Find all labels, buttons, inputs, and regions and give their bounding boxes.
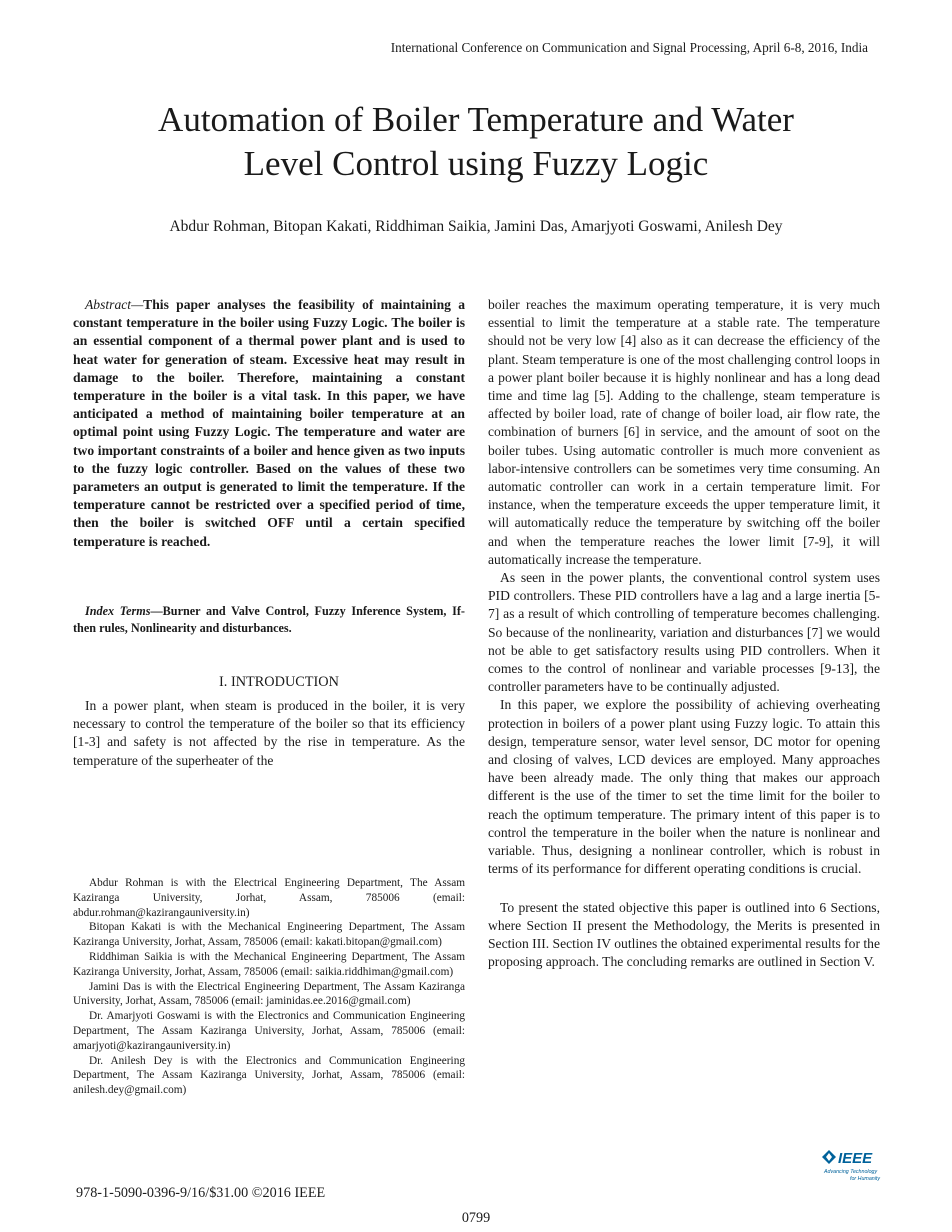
author-footnotes <box>73 876 465 1098</box>
author-list: Abdur Rohman, Bitopan Kakati, Riddhiman Saikia, Jamini Das, Amarjyoti Goswami, Anilesh Dey <box>169 218 783 235</box>
footnote: Dr. Anilesh Dey is with the Electronics and Communication Engineering Department, The Assam Kaziranga University, Jorhat, Assam, 785006 (email: anilesh.dey@gmail.com) <box>73 1054 465 1097</box>
footnote: Jamini Das is with the Electrical Engineering Department, The Assam Kaziranga University, Jorhat, Assam, 785006 (email: jaminidas.ee.2016@gmail.com) <box>73 980 465 1008</box>
title-line-2: Level Control using Fuzzy Logic <box>243 144 709 183</box>
abstract-dash: — <box>131 297 144 312</box>
footnote: Dr. Amarjyoti Goswami is with the Electronics and Communication Engineering Department, The Assam Kaziranga University, Jorhat, Assam, 785006 (email: amarjyoti@kazirangauniversity.in) <box>73 1010 465 1052</box>
page-number: 0799 <box>461 1210 491 1226</box>
footnote: Riddhiman Saikia is with the Mechanical Engineering Department, The Assam Kaziranga University, Jorhat, Assam, 785006 (email: saikia.riddhiman@gmail.com) <box>73 950 465 978</box>
body-paragraph: As seen in the power plants, the conventional control system uses PID controllers. These PID controllers have a lag and a large inertia [5-7] as a result of which controlling of temperature becomes challenging. So because of the nonlinearity, variation and disturbances [7] we would not be able to get satisfactory results using PID controllers. When it comes to the control of nonlinear and variable processes [9-13], the controller parameters have to be continually adjusted. <box>488 570 880 695</box>
body-paragraph: To present the stated objective this paper is outlined into 6 Sections, where Section II present the Methodology, the Merits is presented in Section III. Section IV outlines the obtained experimental results for the proposing approach. The concluding remarks are outlined in Section V. <box>488 899 880 970</box>
ieee-tagline-1: Advancing Technology <box>824 1169 878 1175</box>
footnote: Bitopan Kakati is with the Mechanical Engineering Department, The Assam Kaziranga University, Jorhat, Assam, 785006 (email: kakati.bitopan@gmail.com) <box>73 921 465 949</box>
index-terms <box>73 603 465 637</box>
isbn-copyright: 978-1-5090-0396-9/16/$31.00 ©2016 IEEE <box>76 1185 326 1201</box>
body-paragraph: In this paper, we explore the possibility of achieving overheating protection in boilers of a power plant using Fuzzy logic. To attain this design, temperature sensor, water level sensor, DC motor for opening and closing of valves, LCD devices are employed. Many approaches have been already made. The only thing that makes our approach different is the use of the timer to set the time limit for the boiler to reach the optimum temperature. The primary intent of this paper is to control the temperature in the boiler when the nature is nonlinear and variable. Thus, designing a nonlinear controller, which is robust in terms of its performance for different operating conditions is crucial. <box>488 697 880 877</box>
title-line-1: Automation of Boiler Temperature and Water <box>158 100 794 139</box>
paper-title <box>0 98 952 186</box>
ieee-logo <box>820 1148 890 1188</box>
ieee-tagline-2: for Humanity <box>850 1176 881 1182</box>
index-terms-text: Burner and Valve Control, Fuzzy Inference System, If-then rules, Nonlinearity and disturbances. <box>73 604 465 635</box>
introduction-paragraph: In a power plant, when steam is produced in the boiler, it is very necessary to control the temperature of the boiler so that its efficiency [1-3] and safety is not affected by the rise in temperature. As the temperature of the superheater of the <box>73 698 465 768</box>
footnote: Abdur Rohman is with the Electrical Engineering Department, The Assam Kaziranga University, Jorhat, Assam, 785006 (email: abdur.rohman@kazirangauniversity.in) <box>73 877 465 919</box>
section-heading-introduction: I. INTRODUCTION <box>219 674 339 690</box>
abstract-text: This paper analyses the feasibility of maintaining a constant temperature in the boiler using Fuzzy Logic. The boiler is an essential component of a thermal power plant and is used to heat water for generation of steam. Excessive heat may result in damage to the boiler. Therefore, maintaining a constant temperature in the boiler is a vital task. In this paper, we have anticipated a method of maintaining boiler temperature at an optimal point using Fuzzy Logic. The temperature and water are two important constraints of a boiler and hence given as two inputs to the fuzzy logic controller. Based on the values of these two parameters an output is generated to limit the temperature. If the temperature cannot be restricted over a specified period of time, then the boiler is switched OFF until a certain specified temperature is reached. <box>73 297 465 549</box>
index-terms-dash: — <box>150 604 163 618</box>
abstract-label: Abstract <box>85 297 132 312</box>
conference-header: International Conference on Communication and Signal Processing, April 6-8, 2016, India <box>390 40 868 55</box>
right-column <box>488 296 880 971</box>
ieee-wordmark: IEEE <box>838 1150 873 1167</box>
body-paragraph: boiler reaches the maximum operating temperature, it is very much essential to limit the temperature at a stable rate. The temperature should not be very low [4] also as it can decrease the efficiency of the plant. Steam temperature is one of the most challenging control loops in a power plant boiler because it is highly nonlinear and has a long dead time and time lag [5]. Adding to the challenge, steam temperature is affected by boiler load, rate of change of boiler load, air flow rate, the combination of burners [6] in service, and the amount of soot on the boiler tubes. Using automatic controller is much more convenient as labor-intensive controllers can be sometimes very time consuming. An automatic controller can work in a certain temperature limit. For instance, when the temperature exceeds the upper temperature limit, it will automatically reduce the temperature by switching off the boiler and when the temperature reaches the lower limit [7-9], it will automatically increase the temperature. <box>488 297 880 567</box>
ieee-diamond-icon <box>820 1148 890 1188</box>
introduction-text <box>73 697 465 770</box>
abstract <box>73 296 465 551</box>
index-terms-label: Index Terms <box>85 604 151 618</box>
